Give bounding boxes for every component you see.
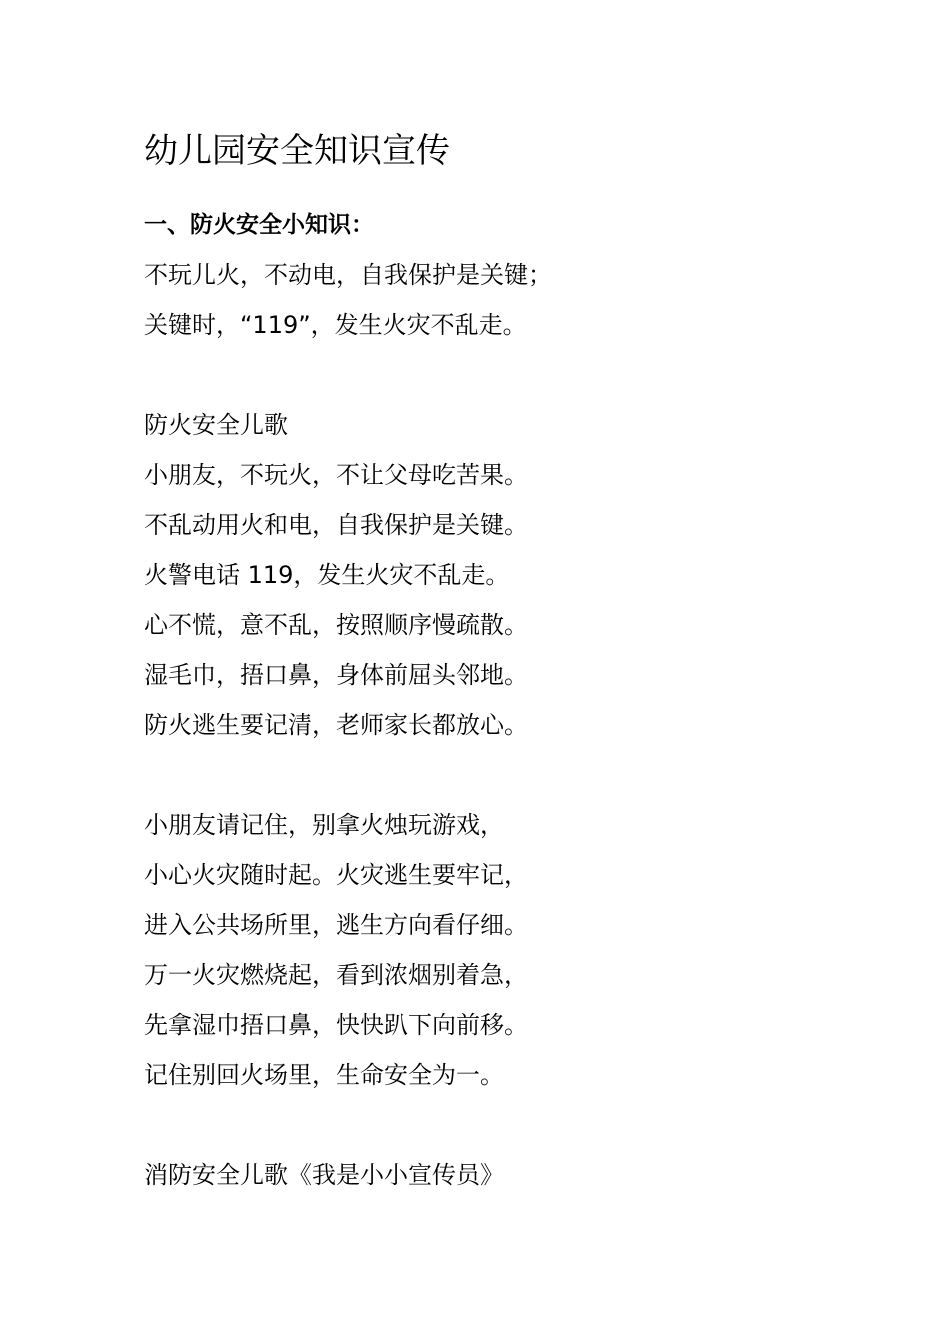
blank-line (144, 1100, 844, 1150)
song-line: 心不慌，意不乱，按照顺序慢疏散。 (144, 611, 528, 639)
blank-line (144, 750, 844, 800)
song-line: 小朋友，不玩火，不让父母吃苦果。 (144, 461, 528, 489)
paragraph-line: 关键时，“119”，发生火灾不乱走。 (144, 311, 527, 339)
song-line: 防火逃生要记清，老师家长都放心。 (144, 711, 528, 739)
song-line: 进入公共场所里，逃生方向看仔细。 (144, 911, 528, 939)
song-line: 小朋友请记住，别拿火烛玩游戏， (144, 811, 504, 839)
blank-line (144, 350, 844, 400)
song-line: 先拿湿巾捂口鼻，快快趴下向前移。 (144, 1011, 528, 1039)
song-line: 火警电话 119，发生火灾不乱走。 (144, 561, 510, 589)
document-body (144, 126, 844, 1200)
song-line: 万一火灾燃烧起，看到浓烟别着急， (144, 961, 528, 989)
song-line: 湿毛巾，捂口鼻，身体前屈头邻地。 (144, 661, 528, 689)
document-title: 幼儿园安全知识宣传 (144, 131, 450, 171)
section-heading-fire-safety: 一、防火安全小知识： (144, 212, 374, 238)
song-line: 小心火灾随时起。火灾逃生要牢记， (144, 861, 528, 889)
song-line: 记住别回火场里，生命安全为一。 (144, 1061, 504, 1089)
song-title: 防火安全儿歌 (144, 411, 288, 439)
paragraph-line: 不玩儿火，不动电，自我保护是关键； (144, 261, 552, 289)
song-title: 消防安全儿歌《我是小小宣传员》 (144, 1161, 504, 1189)
song-line: 不乱动用火和电，自我保护是关键。 (144, 511, 528, 539)
